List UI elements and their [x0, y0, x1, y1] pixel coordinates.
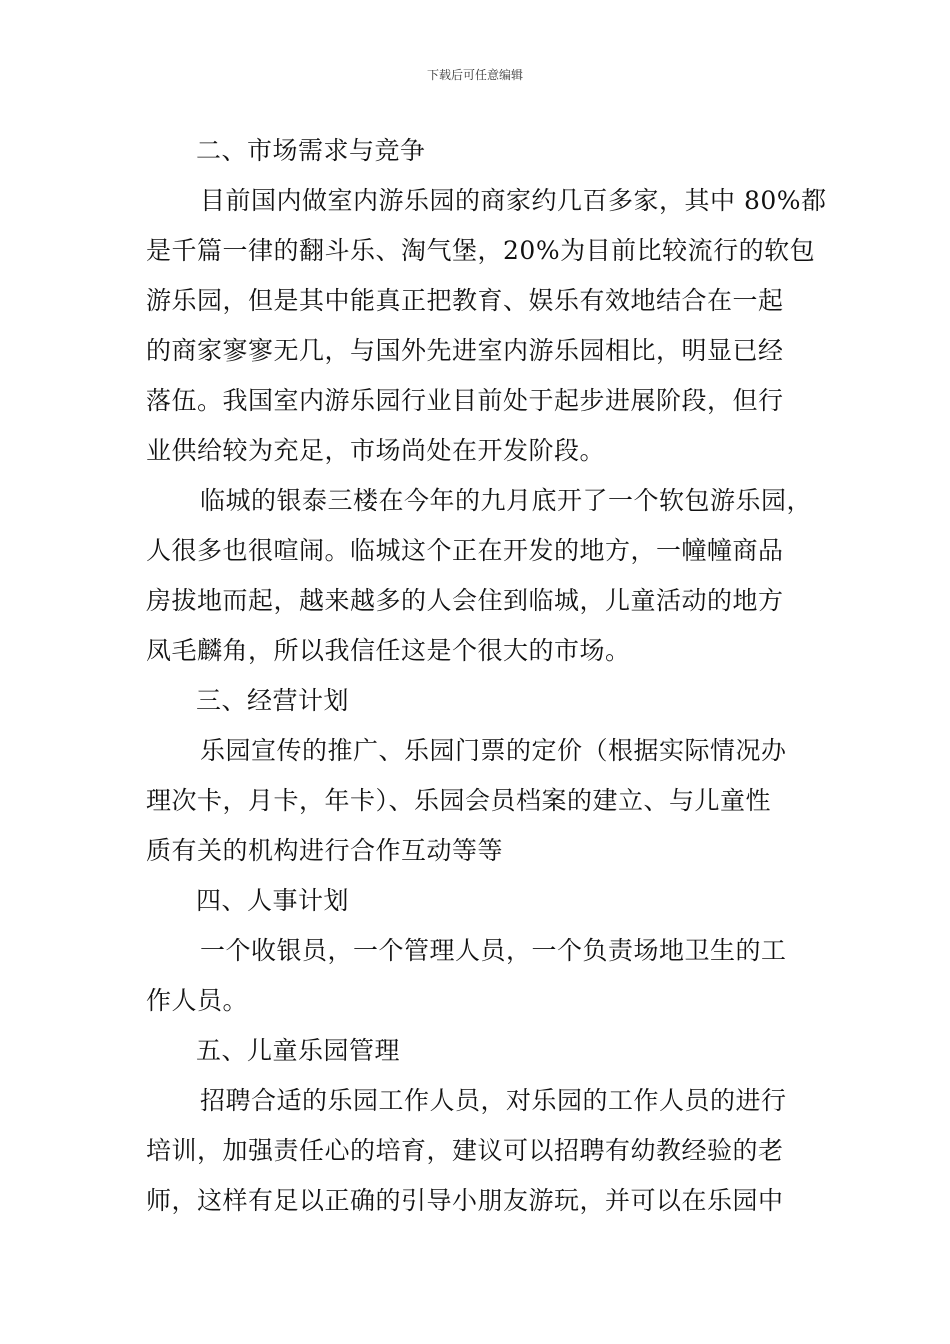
section-heading-market: 二、市场需求与竞争 [196, 136, 426, 165]
paragraph-line: 目前国内做室内游乐园的商家约几百多家，其中 80%都 [200, 186, 827, 215]
paragraph-line: 业供给较为充足，市场尚处在开发阶段。 [146, 436, 606, 465]
paragraph-line: 落伍。我国室内游乐园行业目前处于起步进展阶段，但行 [146, 386, 784, 415]
paragraph-line: 理次卡，月卡，年卡）、乐园会员档案的建立、与儿童性 [146, 786, 772, 815]
section-heading-park-management: 五、儿童乐园管理 [196, 1036, 401, 1065]
paragraph-line: 一个收银员，一个管理人员，一个负责场地卫生的工 [200, 936, 787, 965]
paragraph-line: 临城的银泰三楼在今年的九月底开了一个软包游乐园， [200, 486, 813, 515]
header-note: 下载后可任意编辑 [426, 68, 523, 82]
paragraph-line: 人很多也很喧闹。临城这个正在开发的地方，一幢幢商品 [146, 536, 784, 565]
section-heading-personnel-plan: 四、人事计划 [196, 886, 350, 915]
paragraph-line: 凤毛麟角，所以我信任这是个很大的市场。 [146, 636, 631, 665]
paragraph-line: 乐园宣传的推广、乐园门票的定价（根据实际情况办 [200, 736, 787, 765]
paragraph-line: 质有关的机构进行合作互动等等 [146, 836, 504, 865]
paragraph-line: 培训，加强责任心的培育，建议可以招聘有幼教经验的老 [146, 1136, 784, 1165]
paragraph-line: 的商家寥寥无几，与国外先进室内游乐园相比，明显已经 [146, 336, 784, 365]
paragraph-line: 师，这样有足以正确的引导小朋友游玩，并可以在乐园中 [146, 1186, 784, 1215]
paragraph-line: 招聘合适的乐园工作人员，对乐园的工作人员的进行 [200, 1086, 787, 1115]
paragraph-line: 房拔地而起，越来越多的人会住到临城，儿童活动的地方 [146, 586, 784, 615]
section-heading-business-plan: 三、经营计划 [196, 686, 350, 715]
paragraph-line: 游乐园，但是其中能真正把教育、娱乐有效地结合在一起 [146, 286, 784, 315]
paragraph-line: 作人员。 [146, 986, 249, 1015]
paragraph-line: 是千篇一律的翻斗乐、淘气堡，20%为目前比较流行的软包 [146, 236, 816, 265]
